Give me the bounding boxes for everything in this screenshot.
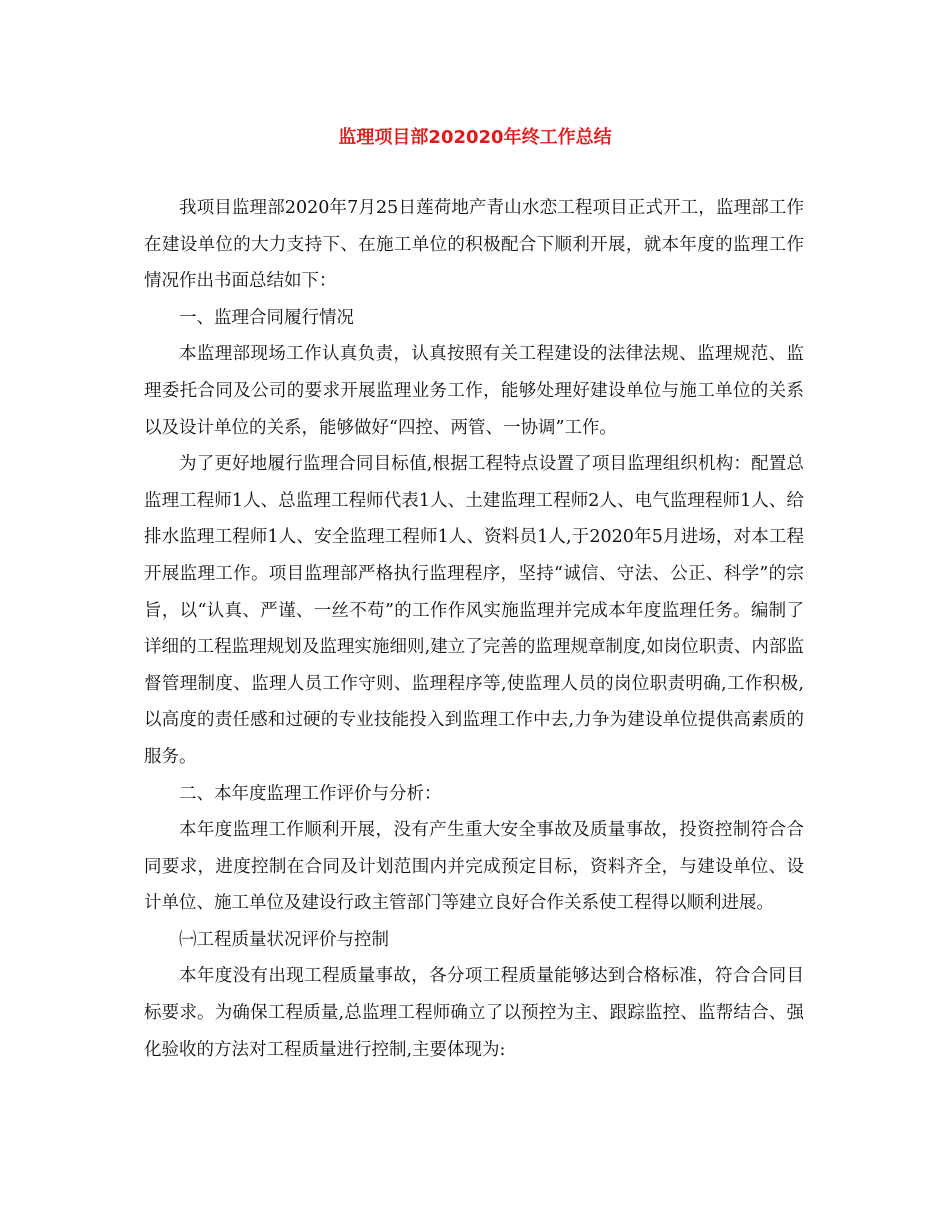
section-heading-evaluation: 二、本年度监理工作评价与分析：: [179, 783, 442, 804]
paragraph-organization: 为了更好地履行监理合同目标值,根据工程特点设置了项目监理组织机构：配置总监理工程师1人、总监理工程师代表1人、土建监理工程师2人、电气监理程师1人、给排水监理工程师1人、安全监理工程师1人、资料员1人,于2020年5月进场，对本工程开展监理工作。项目监理部严格执行监理程序，坚持“诚信、守法、公正、科学”的宗旨，以“认真、严谨、一丝不苟”的工作作风实施监理并完成本年度监理任务。编制了详细的工程监理规划及监理实施细则,建立了完善的监理规章制度,如岗位职责、内部监督管理制度、监理人员工作守则、监理程序等,使监理人员的岗位职责明确,工作积极,以高度的责任感和过硬的专业技能投入到监理工作中去,力争为建设单位提供高素质的服务。: [144, 454, 804, 767]
section-heading-contract: 一、监理合同履行情况: [179, 307, 354, 328]
document-body: [144, 190, 804, 1068]
paragraph-quality: 本年度没有出现工程质量事故，各分项工程质量能够达到合格标准，符合合同目标要求。为确保工程质量,总监理工程师确立了以预控为主、跟踪监控、监帮结合、强化验收的方法对工程质量进行控制,主要体现为:: [144, 966, 804, 1060]
paragraph-intro: 我项目监理部2020年7月25日莲荷地产青山水恋工程项目正式开工，监理部工作在建设单位的大力支持下、在施工单位的积极配合下顺利开展，就本年度的监理工作情况作出书面总结如下：: [144, 198, 804, 292]
paragraph-evaluation: 本年度监理工作顺利开展，没有产生重大安全事故及质量事故，投资控制符合合同要求，进度控制在合同及计划范围内并完成预定目标，资料齐全，与建设单位、设计单位、施工单位及建设行政主管部门等建立良好合作关系使工程得以顺利进展。: [144, 820, 804, 914]
document-title: 监理项目部202020年终工作总结: [338, 127, 612, 148]
subsection-heading-quality: ㈠工程质量状况评价与控制: [179, 929, 389, 950]
paragraph-contract-performance: 本监理部现场工作认真负责，认真按照有关工程建设的法律法规、监理规范、监理委托合同及公司的要求开展监理业务工作，能够处理好建设单位与施工单位的关系以及设计单位的关系，能够做好“四控、两管、一协调”工作。: [144, 344, 804, 438]
